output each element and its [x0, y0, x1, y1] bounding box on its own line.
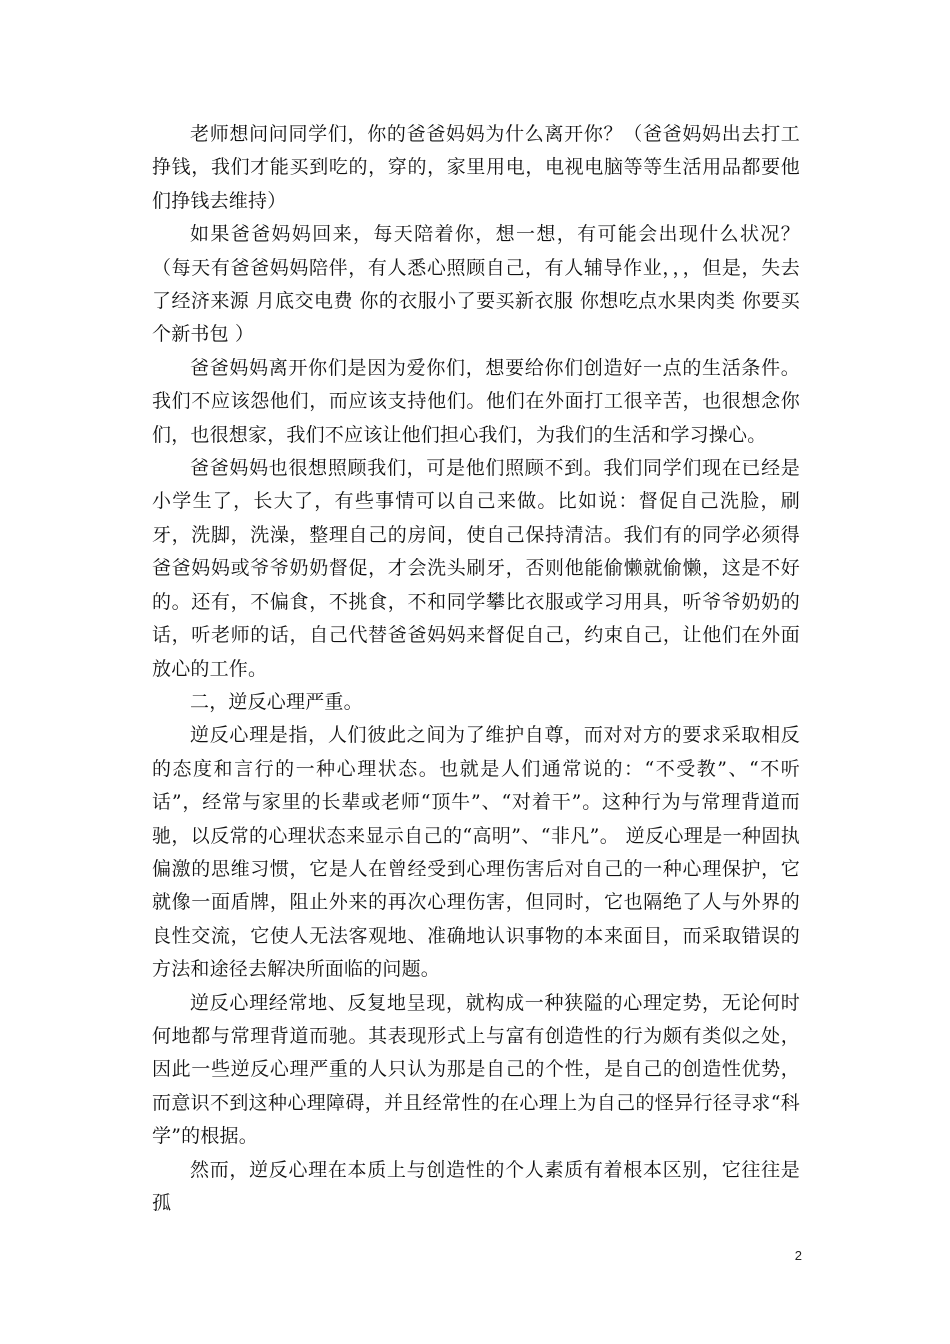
paragraph: 逆反心理经常地、反复地呈现，就构成一种狭隘的心理定势，无论何时何地都与常理背道而驰。其表现形式上与富有创造性的行为颇有类似之处，因此一些逆反心理严重的人只认为那是自己的个性，是自己的创造性优势，而意识不到这种心理障碍，并且经常性的在心理上为自己的怪异行径寻求“科学”的根据。: [152, 991, 800, 1148]
paragraph: 如果爸爸妈妈回来，每天陪着你，想一想，有可能会出现什么状况？（每天有爸爸妈妈陪伴，有人悉心照顾自己，有人辅导作业，，，但是，失去了经济来源 月底交电费 你的衣服小了要买新衣服 你想吃点水果肉类 你要买个新书包 ）: [152, 223, 800, 346]
page-number: 2: [794, 1248, 802, 1263]
paragraph: 爸爸妈妈也很想照顾我们，可是他们照顾不到。我们同学们现在已经是小学生了，长大了，有些事情可以自己来做。比如说：督促自己洗脸，刷牙，洗脚，洗澡，整理自己的房间，使自己保持清洁。我们有的同学必须得爸爸妈妈或爷爷奶奶督促，才会洗头刷牙，否则他能偷懒就偷懒，这是不好的。还有，不偏食，不挑食，不和同学攀比衣服或学习用具，听爷爷奶奶的话，听老师的话，自己代替爸爸妈妈来督促自己，约束自己，让他们在外面放心的工作。: [152, 457, 800, 680]
paragraph: 爸爸妈妈离开你们是因为爱你们，想要给你们创造好一点的生活条件。我们不应该怨他们，而应该支持他们。他们在外面打工很辛苦，也很想念你们，也很想家，我们不应该让他们担心我们，为我们的生活和学习操心。: [152, 356, 800, 446]
paragraph: 老师想问问同学们，你的爸爸妈妈为什么离开你？（爸爸妈妈出去打工挣钱，我们才能买到吃的，穿的，家里用电，电视电脑等等生活用品都要他们挣钱去维持）: [152, 123, 800, 212]
document-body: [152, 118, 800, 1220]
paragraph: 逆反心理是指，人们彼此之间为了维护自尊，而对对方的要求采取相反的态度和言行的一种心理状态。也就是人们通常说的：“不受教”、“不听话”，经常与家里的长辈或老师“顶牛”、“对着干”。这种行为与常理背道而驰，以反常的心理状态来显示自己的“高明”、“非凡”。 逆反心理是一种固执偏激的思维习惯，它是人在曾经受到心理伤害后对自己的一种心理保护，它就像一面盾牌，阻止外来的再次心理伤害，但同时，它也隔绝了人与外界的良性交流，它使人无法客观地、准确地认识事物的本来面目，而采取错误的方法和途径去解决所面临的问题。: [152, 724, 800, 981]
paragraph: 然而，逆反心理在本质上与创造性的个人素质有着根本区别，它往往是孤: [152, 1158, 800, 1214]
section-heading: 二，逆反心理严重。: [190, 690, 363, 713]
